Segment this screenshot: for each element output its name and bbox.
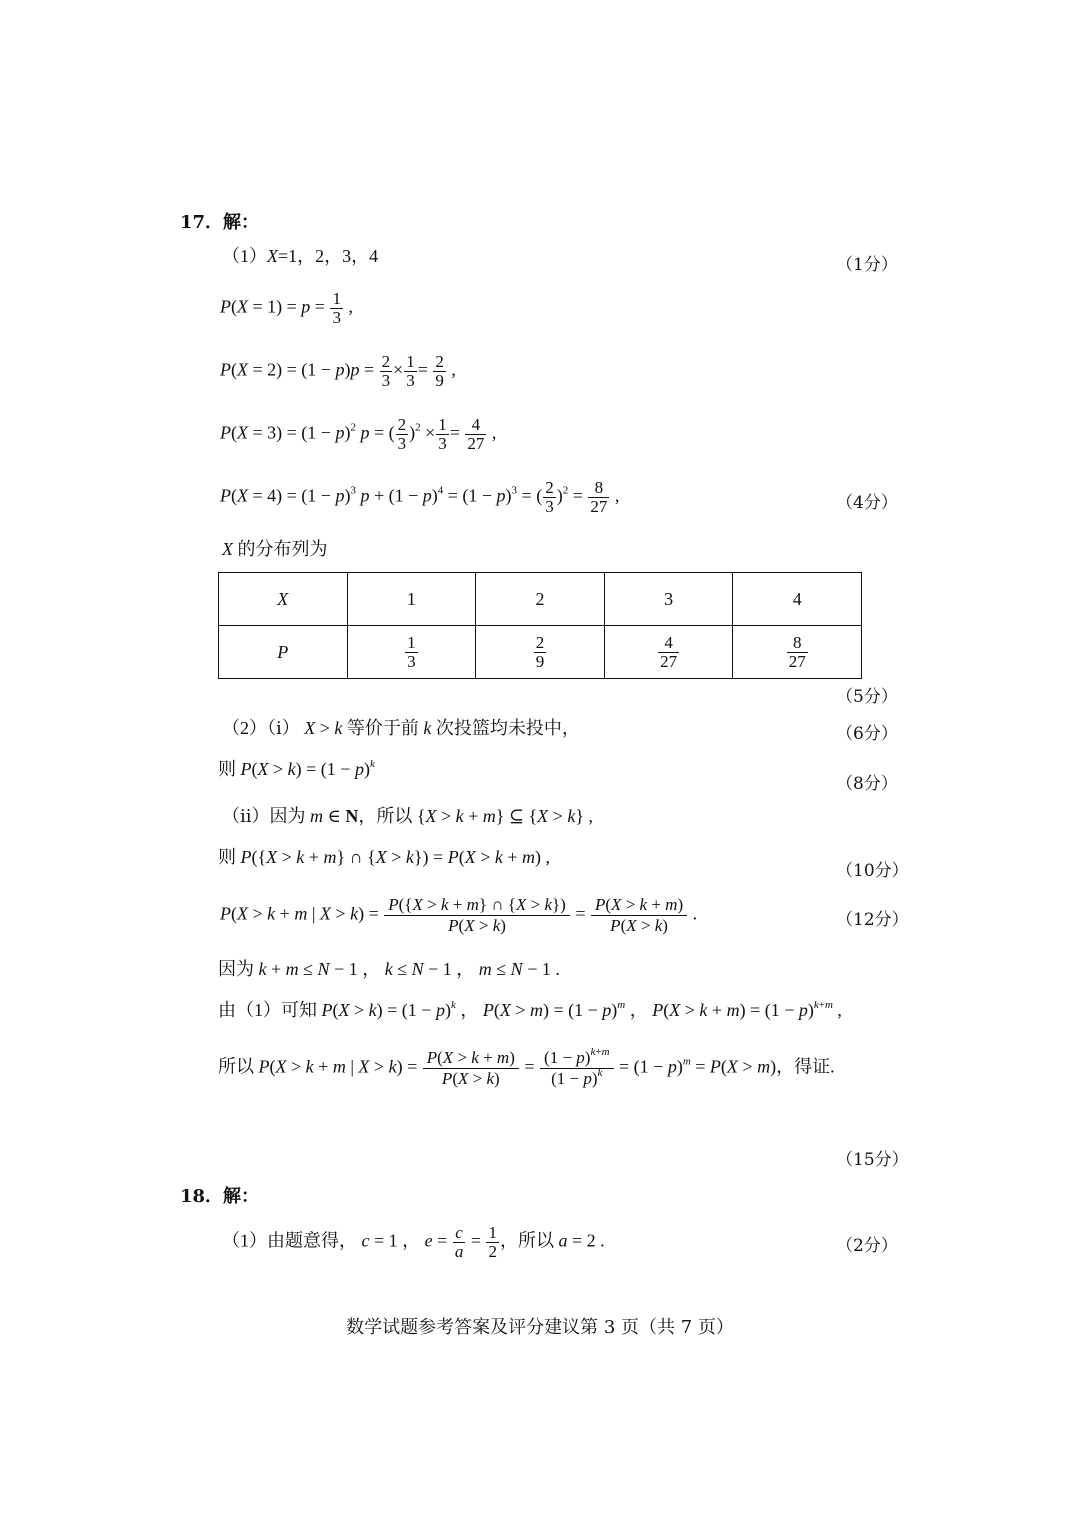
table-row (219, 573, 862, 626)
q18-header: 18．解： (180, 1186, 260, 1207)
score-6: （6分） (836, 724, 898, 744)
score-1: （1分） (836, 255, 898, 275)
score-4: （4分） (836, 493, 898, 513)
distribution-table (218, 572, 862, 679)
q17-header: 17．解： (180, 212, 260, 233)
table-cell: $\frac{1}{3}$ (347, 626, 476, 679)
score-10: （10分） (836, 861, 909, 881)
score-5: （5分） (836, 687, 898, 707)
page-footer: 数学试题参考答案及评分建议第 3 页（共 7 页） (346, 1317, 734, 1338)
table-cell: 4 (733, 573, 862, 626)
table-cell: $\frac{4}{27}$ (604, 626, 733, 679)
table-cell: $\frac{8}{27}$ (733, 626, 862, 679)
dist-intro-text: 的分布列为 (237, 539, 328, 559)
table-header-x: X (219, 573, 348, 626)
table-cell: 3 (604, 573, 733, 626)
q17-values-text: =1，2，3，4 (278, 246, 379, 266)
score-15: （15分） (836, 1150, 909, 1170)
score-12: （12分） (836, 910, 909, 930)
score-2: （2分） (836, 1236, 898, 1256)
table-header-p: P (219, 626, 348, 679)
score-8: （8分） (836, 774, 898, 794)
table-cell: 1 (347, 573, 476, 626)
table-cell: 2 (476, 573, 605, 626)
q17-part1-label: （1） (222, 246, 267, 266)
table-row (219, 626, 862, 679)
answer-page: 17．解： （1）X=1，2，3，4 （1分） P(X = 1) = p = $\frac{1}{3}$ , P(X = 2) = (1 − p)p = $\frac{2}{3}$ × $\frac{1}{3}$ = $\frac{2}{9}$ , $P(X = 3) = (1 - p)^2$ p = ( $\frac{2}{3}$ )$^2$ × $\frac{1}{3}$ = $\frac{4}{27}$ , $P(X = 4) = (1 - p)^3$ $p + (1 - p)^4 = (1 - p)^3$ = ( $\frac{2}{3}$ )$^2$ = $\frac{8}{27}$ , （4分） X 的分布列为 X 1 2 3 4 P $\frac{1}{3}$ $\frac{2}{9}$ $\frac{4}{27}$ $\frac{8}{27}$ （5分） （2）（ⅰ） X > k 等价于前 k 次投篮均未投中， （6分） 则 $P(X > k) = (1 - p)^k$ （8分） （ⅱ）因为 m ∈ N，所以 {X > k + m} ⊆ {X > k} , 则 P({X > k + m} ∩ {X > k}) = P(X > k + m) , （10分） P(X > k + m | X > k) = $\frac{P(\{X > k + m\} \cap \{X > k\})}{P(X > k)}$ = $\frac{P(X > k + m)}{P(X > k)}$ . （12分） 因为 k + m ≤ N − 1 ， k ≤ N − 1 ， m ≤ N − 1 . 由（1）可知 $P(X > k) = (1 - p)^k$ ， $P(X > m) = (1 - p)^m$ ， $P(X > k + m) = (1 - p)^{k+m}$ , 所以 P(X > k + m | X > k) = $\frac{P(X > k + m)}{P(X > k)}$ = $\frac{(1 - p)^{k+m}}{(1 - p)^k}$ = $(1 - p)^m = P(X > m)$，得证. （15分） 18．解： （1）由题意得， c = 1 ， e = $\frac{c}{a}$ = $\frac{1}{2}$ ，所以 a = 2 . （2分） 数学试题参考答案及评分建议第 3 页（共 7 页） (0, 0, 1080, 1526)
table-cell: $\frac{2}{9}$ (476, 626, 605, 679)
